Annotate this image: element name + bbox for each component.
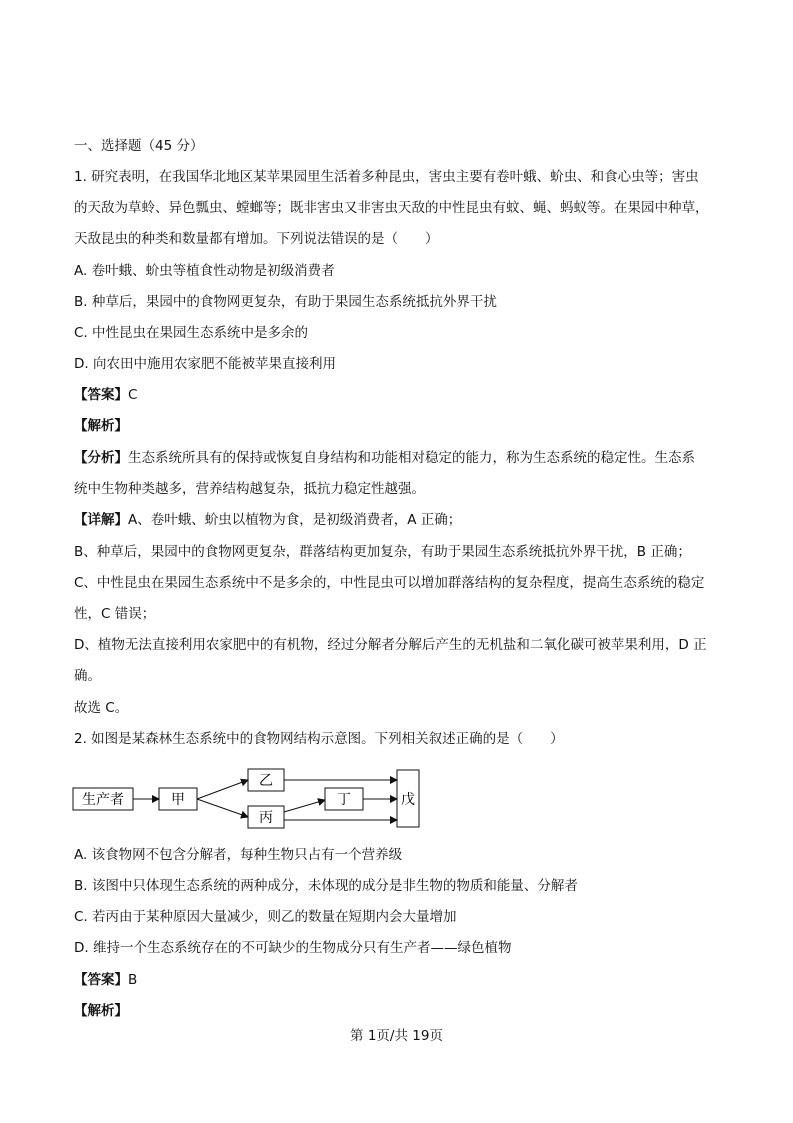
arrow-bing-ding [284, 800, 325, 812]
q2-stem: 2. 如图是某森林生态系统中的食物网结构示意图。下列相关叙述正确的是（ ） [74, 731, 564, 747]
xiangjie-tag: 【详解】 [74, 512, 128, 528]
q1-fenxi-line-2: 统中生物种类越多，营养结构越复杂，抵抗力稳定性越强。 [74, 481, 425, 497]
q2-option-d: D. 维持一个生态系统存在的不可缺少的生物成分只有生产者——绿色植物 [74, 940, 512, 956]
q1-stem-line-1: 1. 研究表明，在我国华北地区某苹果园里生活着多种昆虫，害虫主要有卷叶蛾、蚧虫、和食心虫等；害虫 [74, 169, 699, 185]
answer-value: C [128, 387, 138, 403]
arrow-jia-bing [197, 799, 248, 817]
food-web-diagram [70, 764, 430, 834]
arrow-jia-yi [197, 780, 248, 799]
q1-option-b: B. 种草后，果园中的食物网更复杂，有助于果园生态系统抵抗外界干扰 [74, 294, 497, 310]
q1-detail-d-1: D、植物无法直接利用农家肥中的有机物，经过分解者分解后产生的无机盐和二氧化碳可被苹果利用，D 正 [74, 637, 707, 653]
q1-option-d: D. 向农田中施用农家肥不能被苹果直接利用 [74, 356, 336, 372]
q2-analysis-tag: 【解析】 [74, 1003, 128, 1019]
node-label-jia: 甲 [171, 792, 185, 808]
q1-conclusion: 故选 C。 [74, 700, 129, 716]
node-label-yi: 乙 [259, 773, 273, 789]
q1-detail-c-2: 性，C 错误； [74, 606, 156, 622]
q1-stem-line-2: 的天敌为草蛉、异色瓢虫、螳螂等；既非害虫又非害虫天敌的中性昆虫有蚊、蝇、蚂蚁等。在果园中种草， [74, 200, 709, 216]
q1-detail-c-1: C、中性昆虫在果园生态系统中不是多余的，中性昆虫可以增加群落结构的复杂程度，提高生态系统的稳定 [74, 575, 705, 591]
q1-answer [74, 386, 137, 404]
q2-option-a: A. 该食物网不包含分解者，每种生物只占有一个营养级 [74, 847, 403, 863]
q2-option-c: C. 若丙由于某种原因大量减少，则乙的数量在短期内会大量增加 [74, 909, 457, 925]
answer-tag: 【答案】 [74, 387, 128, 403]
answer-tag: 【答案】 [74, 972, 128, 988]
q1-option-a: A. 卷叶蛾、蚧虫等植食性动物是初级消费者 [74, 263, 335, 279]
q2-option-b: B. 该图中只体现生态系统的两种成分，未体现的成分是非生物的物质和能量、分解者 [74, 878, 578, 894]
node-label-bing: 丙 [259, 810, 273, 826]
page-footer: 第 1页/共 19页 [350, 1028, 443, 1044]
q1-analysis-tag: 【解析】 [74, 418, 128, 434]
q1-fenxi-line-1 [74, 449, 695, 467]
q1-detail-d-2: 确。 [74, 668, 101, 684]
fenxi-text: 生态系统所具有的保持或恢复自身结构和功能相对稳定的能力，称为生态系统的稳定性。生态系 [128, 450, 695, 466]
q1-xiangjie-line-1 [74, 511, 461, 529]
xiangjie-text: A、卷叶蛾、蚧虫以植物为食，是初级消费者，A 正确； [128, 512, 462, 528]
answer-value: B [128, 972, 138, 988]
section-title: 一、选择题（45 分） [74, 138, 204, 154]
node-label-wu: 戊 [401, 792, 415, 808]
fenxi-tag: 【分析】 [74, 450, 128, 466]
q1-option-c: C. 中性昆虫在果园生态系统中是多余的 [74, 325, 309, 341]
q2-answer [74, 971, 137, 989]
q1-detail-b: B、种草后，果园中的食物网更复杂，群落结构更加复杂，有助于果园生态系统抵抗外界干扰，B 正确； [74, 544, 691, 560]
q1-stem-line-3: 天敌昆虫的种类和数量都有增加。下列说法错误的是（ ） [74, 231, 439, 247]
node-label-ding: 丁 [337, 792, 351, 808]
node-label-producer: 生产者 [82, 792, 124, 808]
